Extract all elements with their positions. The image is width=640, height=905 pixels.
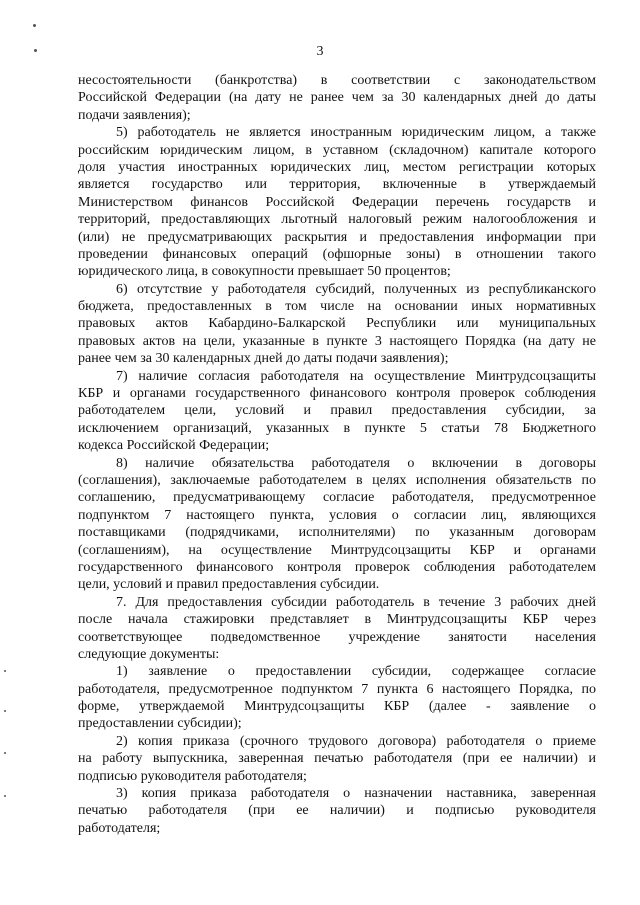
text-line: после начала стажировки представляет в Минтрудсоцзащиты КБР через: [78, 612, 596, 628]
text-line: проведении финансовых операций (офшорные зоны) в отношении такого: [78, 246, 596, 262]
scan-speck: [33, 24, 36, 27]
text-line: российским юридическим лицом, в уставном (складочном) капитале которого: [78, 142, 596, 158]
text-line: на работу выпускника, заверенная печатью работодателя (при ее наличии) и: [78, 751, 596, 767]
paragraph-start-line: 5) работодатель не является иностранным юридическим лицом, а также: [116, 125, 596, 141]
text-line: несостоятельности (банкротства) в соответствии с законодательством: [78, 73, 596, 88]
text-line: подписью руководителя работодателя;: [78, 768, 307, 784]
text-line: ранее чем за 30 календарных дней до даты подачи заявления);: [78, 351, 449, 367]
text-line: подачи заявления);: [78, 107, 191, 123]
text-line: бюджета, предоставленных в том числе на основании иных нормативных: [78, 299, 596, 315]
text-line: печатью работодателя (при ее наличии) и подписью руководителя: [78, 803, 596, 819]
text-line: правовых актов на цели, указанные в пункте 3 настоящего Порядка (на дату не: [78, 333, 596, 349]
text-line: кодекса Российской Федерации;: [78, 438, 270, 454]
scan-margin-marks: [4, 670, 6, 830]
paragraph-start-line: 6) отсутствие у работодателя субсидий, полученных из республиканского: [116, 281, 596, 297]
text-line: форме, утверждаемой Минтрудсоцзащиты КБР (далее - заявление о: [78, 699, 596, 715]
text-line: работодателя, предусмотренное подпунктом 7 пункта 6 настоящего Порядка, по: [78, 681, 596, 697]
text-line: государственного финансового контроля проверок соблюдения работодателем: [78, 559, 596, 575]
text-line: правовых актов Кабардино-Балкарской Республики или муниципальных: [78, 316, 596, 332]
paragraph-start-line: 7) наличие согласия работодателя на осуществление Минтрудсоцзащиты: [116, 368, 596, 384]
text-line: подпунктом 7 настоящего пункта, условия о согласии лиц, являющихся: [78, 507, 596, 523]
text-line: поставщиками (подрядчиками, исполнителями) по указанным договорам: [78, 525, 596, 541]
paragraph-start-line: 2) копия приказа (срочного трудового договора) работодателя о приеме: [116, 733, 596, 749]
text-line: цели, условий и правил предоставления субсидии.: [78, 577, 380, 593]
paragraph-start-line: 7. Для предоставления субсидии работодатель в течение 3 рабочих дней: [116, 594, 596, 610]
text-line: исключением организаций, указанных в пункте 5 статьи 78 Бюджетного: [78, 420, 596, 436]
text-line: соответствующее подведомственное учреждение занятости населения: [78, 629, 596, 645]
page-number: 3: [316, 44, 324, 59]
text-line: Министерством финансов Российской Федерации перечень государств и: [78, 194, 596, 210]
text-line: предоставлении субсидии);: [78, 716, 242, 732]
document-body: [78, 72, 596, 837]
text-line: территорий, предоставляющих льготный налоговый режим налогообложения и: [78, 212, 596, 228]
paragraph-start-line: 3) копия приказа работодателя о назначении наставника, заверенная: [116, 786, 596, 802]
text-line: работодателем цели, условий и правил предоставления субсидии, за: [78, 403, 596, 419]
text-line: (или) не предусматривающих раскрытия и предоставления информации при: [78, 229, 596, 245]
text-line: следующие документы:: [78, 646, 220, 662]
text-line: КБР и органами государственного финансового контроля проверок соблюдения: [78, 386, 596, 402]
paragraph-start-line: 1) заявление о предоставлении субсидии, содержащее согласие: [116, 664, 596, 680]
text-line: (соглашениям), на осуществление Минтрудсоцзащиты КБР и органами: [78, 542, 596, 558]
text-line: работодателя;: [78, 820, 161, 836]
text-line: Российской Федерации (на дату не ранее чем за 30 календарных дней до даты: [78, 90, 596, 106]
text-line: соглашению, предусматривающему согласие работодателя, предусмотренное: [78, 490, 596, 506]
text-line: доля участия иностранных юридических лиц, местом регистрации которых: [78, 159, 596, 175]
text-line: является государство или территория, включенные в утверждаемый: [78, 177, 596, 193]
paragraph-start-line: 8) наличие обязательства работодателя о включении в договоры: [116, 455, 596, 471]
text-line: юридического лица, в совокупности превышает 50 процентов;: [78, 264, 451, 280]
text-line: (соглашения), заключаемые работодателем в целях исполнения обязательств по: [78, 472, 596, 488]
